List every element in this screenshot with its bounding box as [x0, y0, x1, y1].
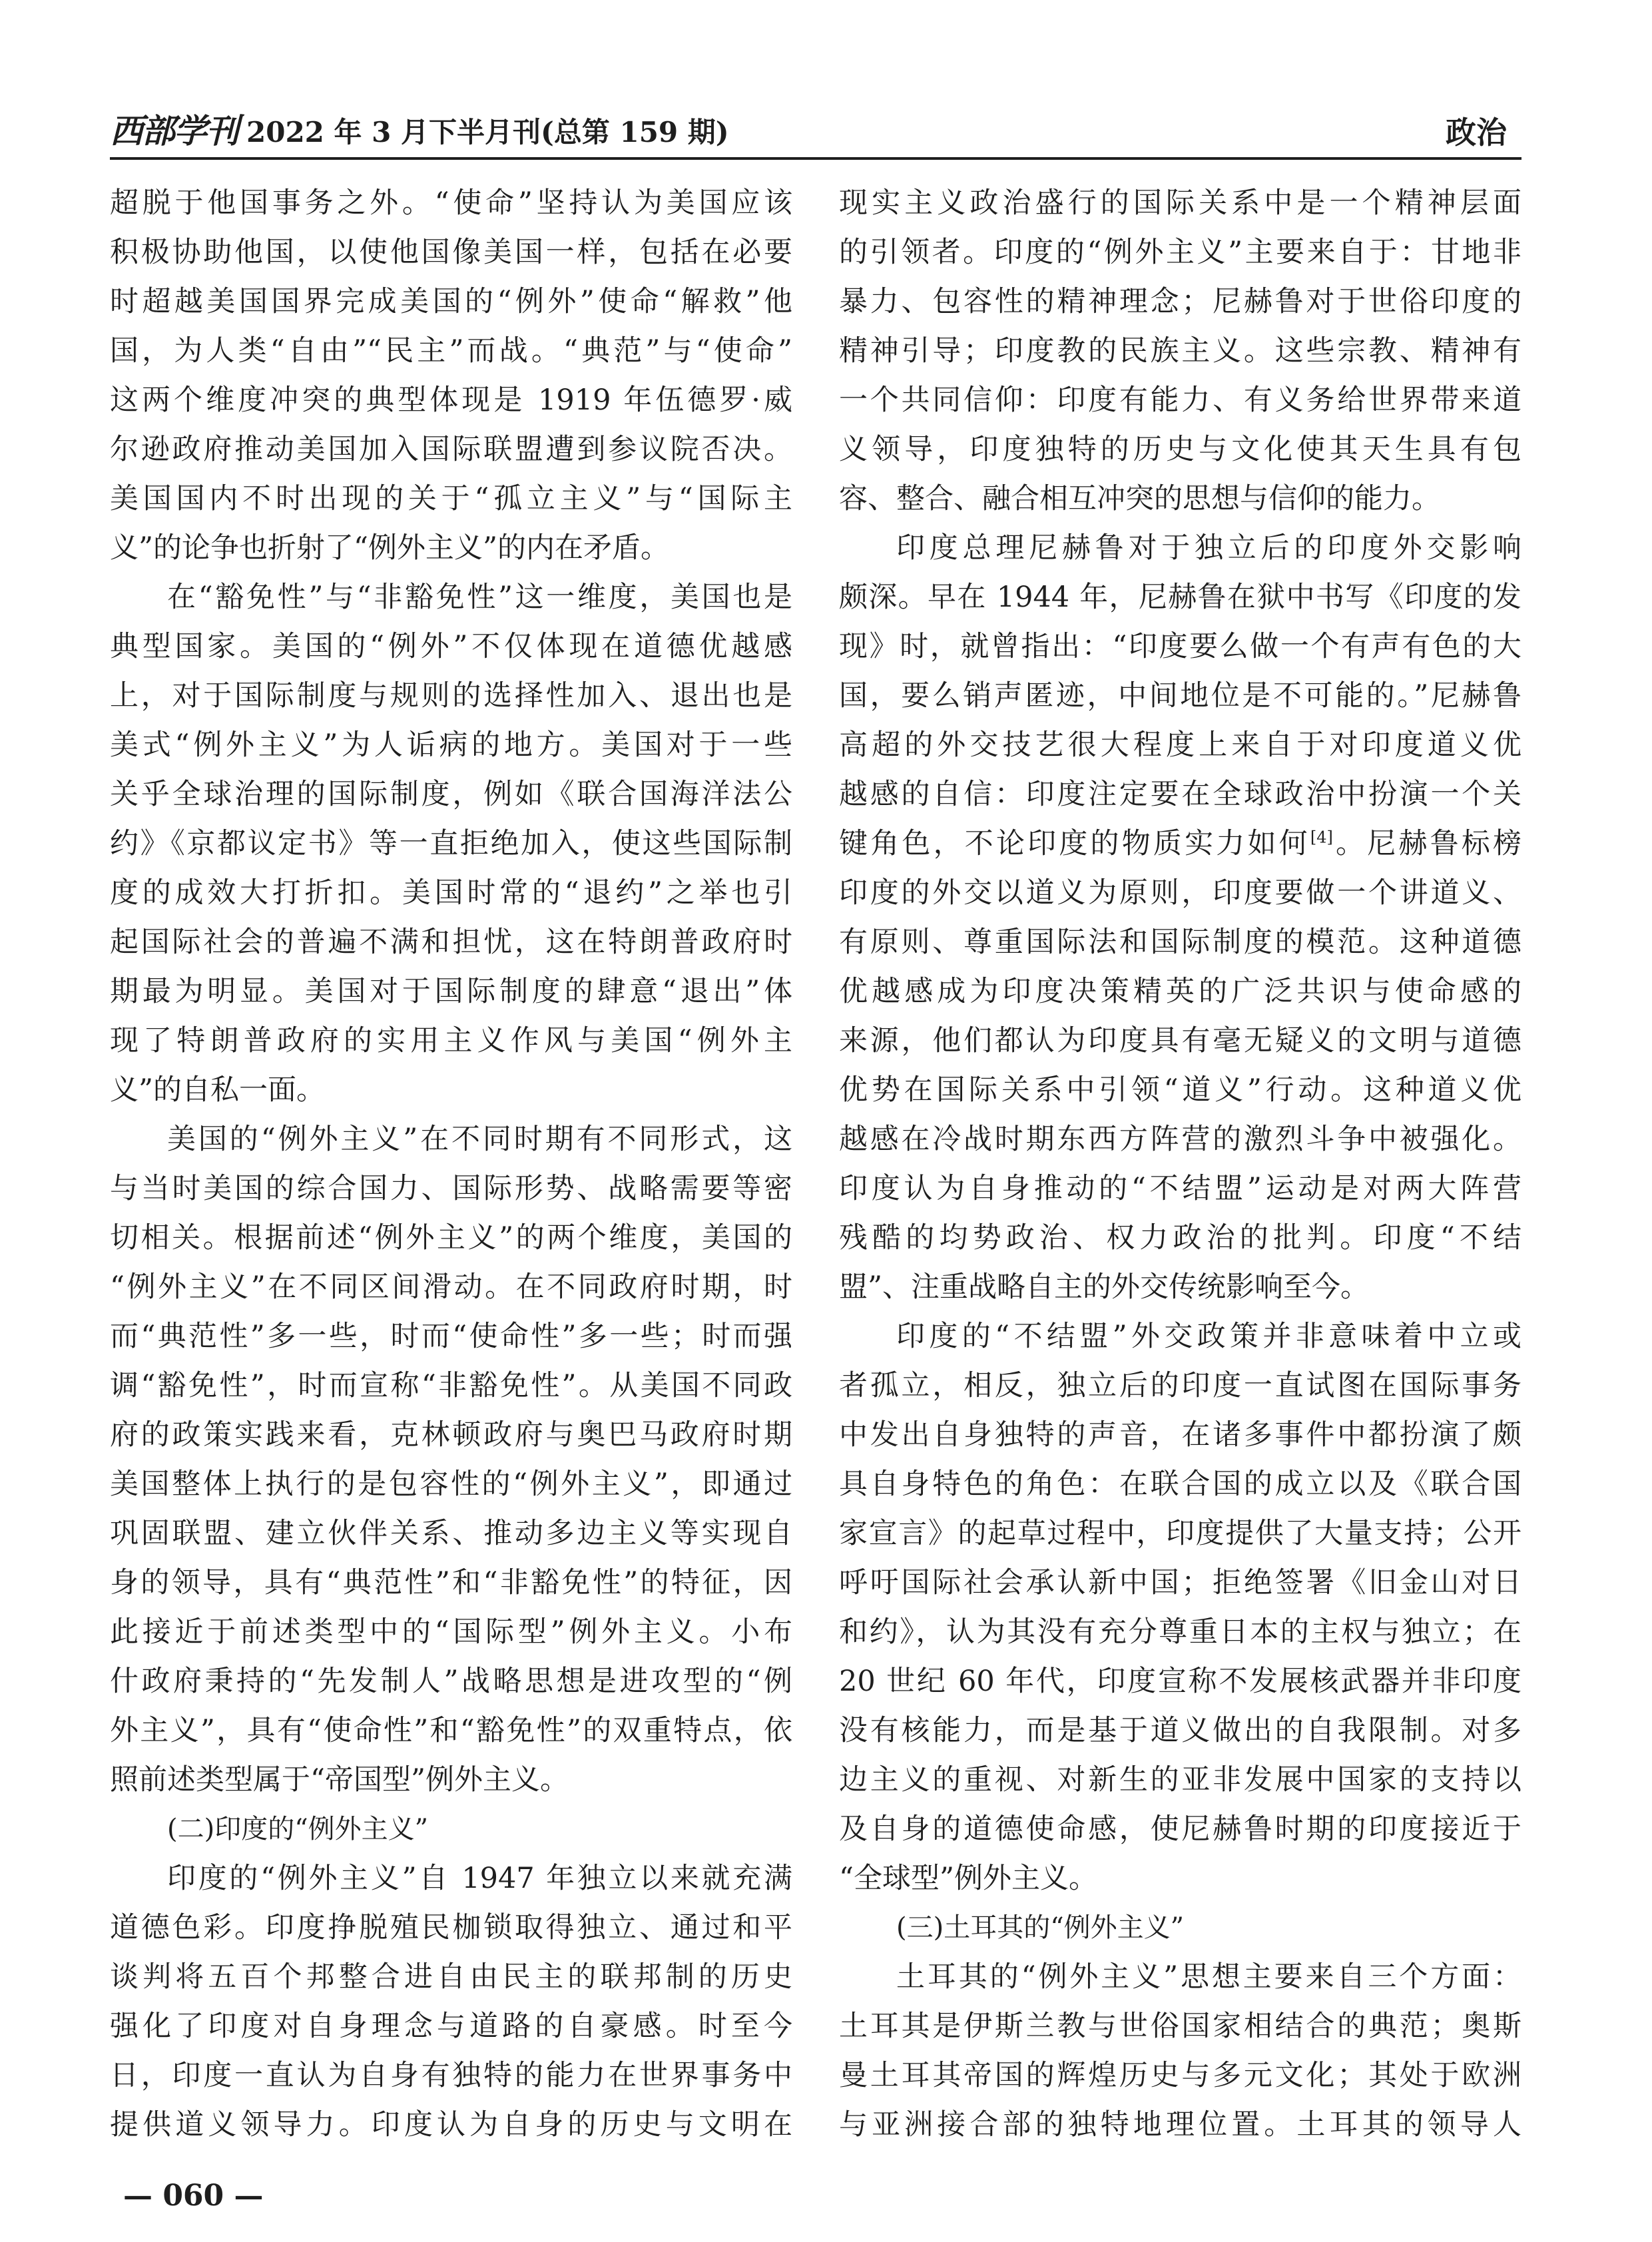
text-line: 什政府秉持的“先发制人”战略思想是进攻型的“例 — [110, 1665, 792, 1698]
text-line: 强化了印度对自身理念与道路的自豪感。时至今 — [110, 2010, 792, 2043]
text-line: 盟”、注重战略自主的外交传统影响至今。 — [839, 1270, 1369, 1304]
paragraph — [839, 178, 1521, 523]
text-line: 及自身的道德使命感，使尼赫鲁时期的印度接近于 — [839, 1813, 1521, 1846]
text-line: 照前述类型属于“帝国型”例外主义。 — [110, 1763, 569, 1797]
text-line: 身的领导，具有“典范性”和“非豁免性”的特征，因 — [110, 1566, 792, 1599]
text-line: 义”的自私一面。 — [110, 1073, 325, 1107]
text-line: 呼吁国际社会承认新中国；拒绝签署《旧金山对日 — [839, 1566, 1521, 1599]
text-line: 颇深。早在 1944 年，尼赫鲁在狱中书写《印度的发 — [839, 581, 1521, 614]
text-line: 国，为人类“自由”“民主”而战。“典范”与“使命” — [110, 334, 792, 368]
text-line: 调“豁免性”，时而宣称“非豁免性”。从美国不同政 — [110, 1369, 792, 1402]
text-line: 越感的自信：印度注定要在全球政治中扮演一个关 — [839, 778, 1521, 811]
line-text: 键角色，不论印度的物质实力如何 — [839, 827, 1310, 860]
text-line: 20 世纪 60 年代，印度宣称不发展核武器并非印度 — [839, 1665, 1521, 1698]
text-line: 美国整体上执行的是包容性的“例外主义”，即通过 — [110, 1468, 792, 1501]
text-line: 府的政策实践来看，克林顿政府与奥巴马政府时期 — [110, 1418, 792, 1452]
paragraph — [110, 1854, 792, 2149]
text-line: 来源，他们都认为印度具有毫无疑义的文明与道德 — [839, 1024, 1521, 1057]
header-rule — [110, 157, 1521, 160]
text-line: 此接近于前述类型中的“国际型”例外主义。小布 — [110, 1615, 792, 1649]
text-line: 美国的“例外主义”在不同时期有不同形式，这 — [167, 1123, 792, 1156]
text-line: 义”的论争也折射了“例外主义”的内在矛盾。 — [110, 531, 669, 565]
text-line: 残酷的均势政治、权力政治的批判。印度“不结 — [839, 1221, 1521, 1255]
issue-info: 2022 年 3 月下半月刊(总第 159 期) — [246, 116, 729, 148]
text-line: 越感在冷战时期东西方阵营的激烈斗争中被强化。 — [839, 1123, 1521, 1156]
text-line: 边主义的重视、对新生的亚非发展中国家的支持以 — [839, 1763, 1521, 1797]
text-line: 家宣言》的起草过程中，印度提供了大量支持；公开 — [839, 1517, 1521, 1550]
text-line: 与当时美国的综合国力、国际形势、战略需要等密 — [110, 1172, 792, 1205]
text-line: 现》时，就曾指出：“印度要么做一个有声有色的大 — [839, 630, 1521, 663]
paragraph — [110, 178, 792, 573]
text-line: 容、整合、融合相互冲突的思想与信仰的能力。 — [839, 482, 1440, 515]
text-line: 外主义”，具有“使命性”和“豁免性”的双重特点，依 — [110, 1714, 792, 1747]
text-line: 曼土耳其帝国的辉煌历史与多元文化；其处于欧洲 — [839, 2059, 1521, 2092]
section-heading: (三)土耳其的“例外主义” — [896, 1912, 1185, 1943]
text-line: 优越感成为印度决策精英的广泛共识与使命感的 — [839, 975, 1521, 1008]
paragraph — [839, 523, 1521, 1312]
text-line: 者孤立，相反，独立后的印度一直试图在国际事务 — [839, 1369, 1521, 1402]
text-line: 起国际社会的普遍不满和担忧，这在特朗普政府时 — [110, 926, 792, 959]
text-line: 精神引导；印度教的民族主义。这些宗教、精神有 — [839, 334, 1521, 368]
text-line: 国，要么销声匿迹，中间地位是不可能的。”尼赫鲁 — [839, 679, 1521, 712]
text-line: 典型国家。美国的“例外”不仅体现在道德优越感 — [110, 630, 792, 663]
text-line: 印度的外交以道义为原则，印度要做一个讲道义、 — [839, 876, 1521, 910]
text-line: “全球型”例外主义。 — [839, 1862, 1097, 1895]
text-line: 优势在国际关系中引领“道义”行动。这种道义优 — [839, 1073, 1521, 1107]
text-line: 没有核能力，而是基于道义做出的自我限制。对多 — [839, 1714, 1521, 1747]
text-line: 度的成效大打折扣。美国时常的“退约”之举也引 — [110, 876, 792, 910]
text-line: 有原则、尊重国际法和国际制度的模范。这种道德 — [839, 926, 1521, 959]
text-line: 一个共同信仰：印度有能力、有义务给世界带来道 — [839, 384, 1521, 417]
text-line: 谈判将五百个邦整合进自由民主的联邦制的历史 — [110, 1960, 792, 1994]
journal-logo: 西部学刊 — [110, 111, 238, 150]
text-line: 上，对于国际制度与规则的选择性加入、退出也是 — [110, 679, 792, 712]
line-text: 。尼赫鲁标榜 — [1332, 827, 1521, 860]
text-line: 期最为明显。美国对于国际制度的肆意“退出”体 — [110, 975, 792, 1008]
text-line: 关乎全球治理的国际制度，例如《联合国海洋法公 — [110, 778, 792, 811]
text-line: 约》《京都议定书》等一直拒绝加入，使这些国际制 — [110, 827, 792, 860]
left-column — [110, 178, 792, 2149]
text-line: 和约》，认为其没有充分尊重日本的主权与独立；在 — [839, 1615, 1521, 1649]
text-line: 美国国内不时出现的关于“孤立主义”与“国际主 — [110, 482, 792, 515]
text-line: 义领导，印度独特的历史与文化使其天生具有包 — [839, 433, 1521, 466]
text-line: 在“豁免性”与“非豁免性”这一维度，美国也是 — [167, 581, 792, 614]
citation-ref: [4] — [1310, 828, 1333, 847]
text-line: 道德色彩。印度挣脱殖民枷锁取得独立、通过和平 — [110, 1911, 792, 1944]
text-line: 这两个维度冲突的典型体现是 1919 年伍德罗·威 — [110, 384, 792, 417]
right-column — [839, 178, 1521, 2149]
text-line: 超脱于他国事务之外。“使命”坚持认为美国应该 — [110, 186, 792, 220]
page-number: — 060 — — [123, 2179, 264, 2213]
text-line: 现实主义政治盛行的国际关系中是一个精神层面 — [839, 186, 1521, 220]
text-line: 印度认为自身推动的“不结盟”运动是对两大阵营 — [839, 1172, 1521, 1205]
section-heading: (二)印度的“例外主义” — [167, 1814, 429, 1844]
text-line: 与亚洲接合部的独特地理位置。土耳其的领导人 — [839, 2108, 1521, 2141]
text-line: 印度的“不结盟”外交政策并非意味着中立或 — [896, 1320, 1521, 1353]
text-line: 积极协助他国，以使他国像美国一样，包括在必要 — [110, 236, 792, 269]
section-label: 政治 — [1446, 115, 1507, 150]
text-line: 美式“例外主义”为人诟病的地方。美国对于一些 — [110, 728, 792, 762]
text-line: 时超越美国国界完成美国的“例外”使命“解救”他 — [110, 285, 792, 318]
text-line: 现了特朗普政府的实用主义作风与美国“例外主 — [110, 1024, 792, 1057]
paragraph — [839, 1952, 1521, 2149]
text-line: 巩固联盟、建立伙伴关系、推动多边主义等实现自 — [110, 1517, 792, 1550]
text-line: 的引领者。印度的“例外主义”主要来自于：甘地非 — [839, 236, 1521, 269]
running-header — [110, 100, 1521, 157]
text-line: “例外主义”在不同区间滑动。在不同政府时期，时 — [110, 1270, 792, 1304]
text-line: 而“典范性”多一些，时而“使命性”多一些；时而强 — [110, 1320, 792, 1353]
text-line — [839, 819, 1521, 868]
text-line: 暴力、包容性的精神理念；尼赫鲁对于世俗印度的 — [839, 285, 1521, 318]
text-line: 土耳其的“例外主义”思想主要来自三个方面： — [896, 1960, 1521, 1994]
text-line: 尔逊政府推动美国加入国际联盟遭到参议院否决。 — [110, 433, 792, 466]
text-line: 印度总理尼赫鲁对于独立后的印度外交影响 — [896, 531, 1521, 565]
paragraph — [110, 573, 792, 1115]
text-line: 印度的“例外主义”自 1947 年独立以来就充满 — [167, 1862, 792, 1895]
text-line: 日，印度一直认为自身有独特的能力在世界事务中 — [110, 2059, 792, 2092]
text-line: 中发出自身独特的声音，在诸多事件中都扮演了颇 — [839, 1418, 1521, 1452]
text-line: 提供道义领导力。印度认为自身的历史与文明在 — [110, 2108, 792, 2141]
text-line: 具自身特色的角色：在联合国的成立以及《联合国 — [839, 1468, 1521, 1501]
paragraph — [110, 1115, 792, 1805]
paragraph — [839, 1312, 1521, 1903]
text-line: 高超的外交技艺很大程度上来自于对印度道义优 — [839, 728, 1521, 762]
text-line: 土耳其是伊斯兰教与世俗国家相结合的典范；奥斯 — [839, 2010, 1521, 2043]
text-line: 切相关。根据前述“例外主义”的两个维度，美国的 — [110, 1221, 792, 1255]
